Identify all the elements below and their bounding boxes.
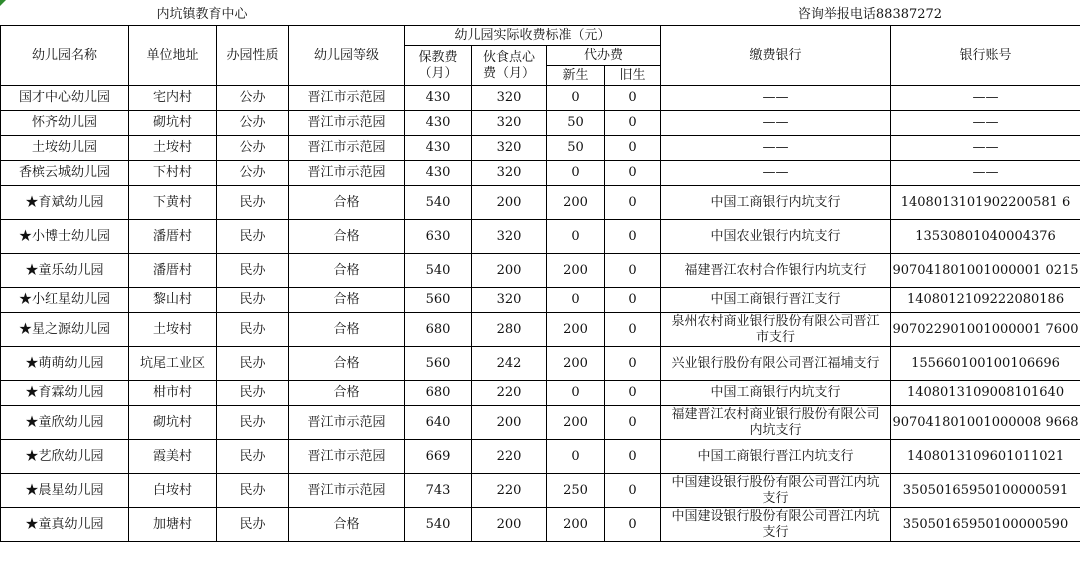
table-row <box>1 508 1080 542</box>
care-fee-label: 保教费 <box>418 49 458 65</box>
cell-meal: 320 <box>472 288 547 313</box>
cell-account: 907022901001000001 7600 <box>891 313 1080 347</box>
cell-care: 680 <box>405 313 472 347</box>
cell-account: —— <box>891 161 1080 186</box>
cell-meal: 200 <box>472 406 547 440</box>
table-row <box>1 220 1080 254</box>
cell-bank: 中国建设银行股份有限公司晋江内坑支行 <box>661 474 891 508</box>
cell-address: 下村村 <box>129 161 217 186</box>
cell-bank: 兴业银行股份有限公司晋江福埔支行 <box>661 347 891 381</box>
cell-name: ★育霖幼儿园 <box>1 381 129 406</box>
cell-new: 0 <box>547 86 605 111</box>
cell-meal: 320 <box>472 111 547 136</box>
cell-old: 0 <box>605 313 661 347</box>
table-row <box>1 313 1080 347</box>
cell-name: ★小红星幼儿园 <box>1 288 129 313</box>
col-header-old-student: 旧生 <box>605 66 661 86</box>
cell-new: 250 <box>547 474 605 508</box>
cell-new: 200 <box>547 313 605 347</box>
cell-account: 907041801001000008 9668 <box>891 406 1080 440</box>
col-header-new-student: 新生 <box>547 66 605 86</box>
table-body <box>1 86 1080 542</box>
cell-level: 晋江市示范园 <box>289 136 405 161</box>
header-row-1 <box>1 26 1080 46</box>
cell-old: 0 <box>605 86 661 111</box>
cell-nature: 民办 <box>217 288 289 313</box>
cell-nature: 民办 <box>217 440 289 474</box>
cell-address: 土垵村 <box>129 136 217 161</box>
col-header-level: 幼儿园等级 <box>289 26 405 86</box>
cell-nature: 民办 <box>217 474 289 508</box>
col-header-agency-fee: 代办费 <box>547 46 661 66</box>
cell-care: 430 <box>405 86 472 111</box>
cell-meal: 220 <box>472 381 547 406</box>
cell-new: 0 <box>547 381 605 406</box>
cell-name: ★晨星幼儿园 <box>1 474 129 508</box>
cell-account: —— <box>891 136 1080 161</box>
cell-care: 430 <box>405 161 472 186</box>
table-row <box>1 136 1080 161</box>
cell-nature: 民办 <box>217 508 289 542</box>
cell-meal: 320 <box>472 136 547 161</box>
cell-care: 630 <box>405 220 472 254</box>
cell-address: 加塘村 <box>129 508 217 542</box>
cell-address: 白垵村 <box>129 474 217 508</box>
cell-level: 合格 <box>289 254 405 288</box>
cell-level: 合格 <box>289 288 405 313</box>
cell-bank: —— <box>661 161 891 186</box>
care-fee-unit: （月） <box>418 65 458 81</box>
cell-nature: 公办 <box>217 86 289 111</box>
cell-account: 1408012109222080186 <box>891 288 1080 313</box>
cell-care: 540 <box>405 508 472 542</box>
cell-address: 潘厝村 <box>129 220 217 254</box>
cell-bank: 福建晋江农村合作银行内坑支行 <box>661 254 891 288</box>
cell-old: 0 <box>605 288 661 313</box>
cell-account: 13530801040004376 <box>891 220 1080 254</box>
cell-nature: 民办 <box>217 220 289 254</box>
cell-old: 0 <box>605 347 661 381</box>
cell-meal: 200 <box>472 186 547 220</box>
cell-old: 0 <box>605 220 661 254</box>
cell-address: 土垵村 <box>129 313 217 347</box>
table-row <box>1 186 1080 220</box>
cell-bank: 中国建设银行股份有限公司晋江内坑支行 <box>661 508 891 542</box>
cell-meal: 200 <box>472 508 547 542</box>
cell-new: 200 <box>547 347 605 381</box>
cell-old: 0 <box>605 508 661 542</box>
cell-account: 35050165950100000591 <box>891 474 1080 508</box>
cell-account: 907041801001000001 0215 <box>891 254 1080 288</box>
cell-account: —— <box>891 111 1080 136</box>
cell-old: 0 <box>605 161 661 186</box>
cell-meal: 280 <box>472 313 547 347</box>
cell-meal: 242 <box>472 347 547 381</box>
table-row <box>1 288 1080 313</box>
cell-care: 540 <box>405 186 472 220</box>
cell-level: 晋江市示范园 <box>289 474 405 508</box>
col-header-address: 单位地址 <box>129 26 217 86</box>
cell-address: 下黄村 <box>129 186 217 220</box>
cell-new: 200 <box>547 406 605 440</box>
col-header-meal-fee <box>472 46 547 86</box>
cell-level: 合格 <box>289 347 405 381</box>
cell-name: ★小博士幼儿园 <box>1 220 129 254</box>
cell-name: ★童乐幼儿园 <box>1 254 129 288</box>
col-header-account: 银行账号 <box>891 26 1080 86</box>
cell-name: 国才中心幼儿园 <box>1 86 129 111</box>
cell-level: 晋江市示范园 <box>289 86 405 111</box>
cell-care: 640 <box>405 406 472 440</box>
cell-nature: 民办 <box>217 406 289 440</box>
cell-bank: —— <box>661 86 891 111</box>
cell-meal: 220 <box>472 440 547 474</box>
cell-address: 黎山村 <box>129 288 217 313</box>
cell-level: 晋江市示范园 <box>289 111 405 136</box>
cell-name: ★艺欣幼儿园 <box>1 440 129 474</box>
table-row <box>1 111 1080 136</box>
cell-bank: 中国工商银行内坑支行 <box>661 186 891 220</box>
cell-meal: 320 <box>472 161 547 186</box>
cell-bank: 中国工商银行晋江支行 <box>661 288 891 313</box>
col-header-fee-group: 幼儿园实际收费标准（元） <box>405 26 661 46</box>
meal-fee-unit: 费（月） <box>482 65 535 81</box>
col-header-bank: 缴费银行 <box>661 26 891 86</box>
cell-bank: 中国工商银行内坑支行 <box>661 381 891 406</box>
fee-table <box>0 25 1080 542</box>
table-row <box>1 406 1080 440</box>
cell-new: 0 <box>547 161 605 186</box>
cell-nature: 民办 <box>217 347 289 381</box>
cell-old: 0 <box>605 254 661 288</box>
cell-level: 晋江市示范园 <box>289 161 405 186</box>
meal-fee-label: 伙食点心 <box>482 49 535 65</box>
cell-meal: 220 <box>472 474 547 508</box>
cell-name: 香槟云城幼儿园 <box>1 161 129 186</box>
col-header-care-fee <box>405 46 472 86</box>
table-row <box>1 254 1080 288</box>
cell-level: 晋江市示范园 <box>289 406 405 440</box>
cell-nature: 民办 <box>217 313 289 347</box>
cell-name: ★星之源幼儿园 <box>1 313 129 347</box>
cell-address: 宅内村 <box>129 86 217 111</box>
table-row <box>1 381 1080 406</box>
col-header-name: 幼儿园名称 <box>1 26 129 86</box>
cell-old: 0 <box>605 474 661 508</box>
cell-address: 砌坑村 <box>129 111 217 136</box>
cell-new: 50 <box>547 136 605 161</box>
cell-address: 潘厝村 <box>129 254 217 288</box>
cell-care: 743 <box>405 474 472 508</box>
cell-level: 合格 <box>289 186 405 220</box>
cell-bank: —— <box>661 111 891 136</box>
cell-account: 155660100100106696 <box>891 347 1080 381</box>
cell-address: 砌坑村 <box>129 406 217 440</box>
table-row <box>1 161 1080 186</box>
cell-name: 怀齐幼儿园 <box>1 111 129 136</box>
report-phone: 咨询举报电话88387272 <box>797 7 943 22</box>
sheet-heading <box>0 0 1080 26</box>
cell-level: 晋江市示范园 <box>289 440 405 474</box>
cell-care: 430 <box>405 136 472 161</box>
cell-nature: 公办 <box>217 111 289 136</box>
cell-meal: 320 <box>472 86 547 111</box>
col-header-nature: 办园性质 <box>217 26 289 86</box>
cell-new: 0 <box>547 288 605 313</box>
table-row <box>1 474 1080 508</box>
cell-level: 合格 <box>289 313 405 347</box>
cell-nature: 公办 <box>217 161 289 186</box>
cell-nature: 民办 <box>217 381 289 406</box>
cell-account: 1408013109008101640 <box>891 381 1080 406</box>
cell-bank: 中国农业银行内坑支行 <box>661 220 891 254</box>
cell-new: 0 <box>547 220 605 254</box>
cell-new: 200 <box>547 254 605 288</box>
cell-address: 坑尾工业区 <box>129 347 217 381</box>
cell-account: —— <box>891 86 1080 111</box>
cell-care: 540 <box>405 254 472 288</box>
cell-bank: 泉州农村商业银行股份有限公司晋江市支行 <box>661 313 891 347</box>
cell-new: 0 <box>547 440 605 474</box>
cell-account: 1408013109601011021 <box>891 440 1080 474</box>
cell-new: 50 <box>547 111 605 136</box>
cell-old: 0 <box>605 186 661 220</box>
cell-bank: 中国工商银行晋江内坑支行 <box>661 440 891 474</box>
cell-care: 560 <box>405 288 472 313</box>
cell-nature: 民办 <box>217 186 289 220</box>
cell-name: ★萌萌幼儿园 <box>1 347 129 381</box>
cell-level: 合格 <box>289 220 405 254</box>
cell-account: 1408013101902200581 6 <box>891 186 1080 220</box>
cell-name: ★童欣幼儿园 <box>1 406 129 440</box>
page-title: 内坑镇教育中心 <box>156 7 248 22</box>
cell-name: ★童真幼儿园 <box>1 508 129 542</box>
cell-meal: 320 <box>472 220 547 254</box>
cell-level: 合格 <box>289 381 405 406</box>
cell-nature: 民办 <box>217 254 289 288</box>
cell-old: 0 <box>605 406 661 440</box>
cell-meal: 200 <box>472 254 547 288</box>
cell-nature: 公办 <box>217 136 289 161</box>
cell-name: ★育斌幼儿园 <box>1 186 129 220</box>
cell-account: 35050165950100000590 <box>891 508 1080 542</box>
cell-old: 0 <box>605 381 661 406</box>
table-row <box>1 440 1080 474</box>
cell-level: 合格 <box>289 508 405 542</box>
cell-care: 430 <box>405 111 472 136</box>
cell-care: 669 <box>405 440 472 474</box>
cell-address: 霞美村 <box>129 440 217 474</box>
table-row <box>1 347 1080 381</box>
cell-address: 柑市村 <box>129 381 217 406</box>
table-row <box>1 86 1080 111</box>
cell-old: 0 <box>605 111 661 136</box>
cell-bank: 福建晋江农村商业银行股份有限公司内坑支行 <box>661 406 891 440</box>
cell-old: 0 <box>605 440 661 474</box>
cell-new: 200 <box>547 508 605 542</box>
cell-bank: —— <box>661 136 891 161</box>
cell-care: 560 <box>405 347 472 381</box>
cell-care: 680 <box>405 381 472 406</box>
cell-old: 0 <box>605 136 661 161</box>
cell-new: 200 <box>547 186 605 220</box>
cell-name: 土垵幼儿园 <box>1 136 129 161</box>
